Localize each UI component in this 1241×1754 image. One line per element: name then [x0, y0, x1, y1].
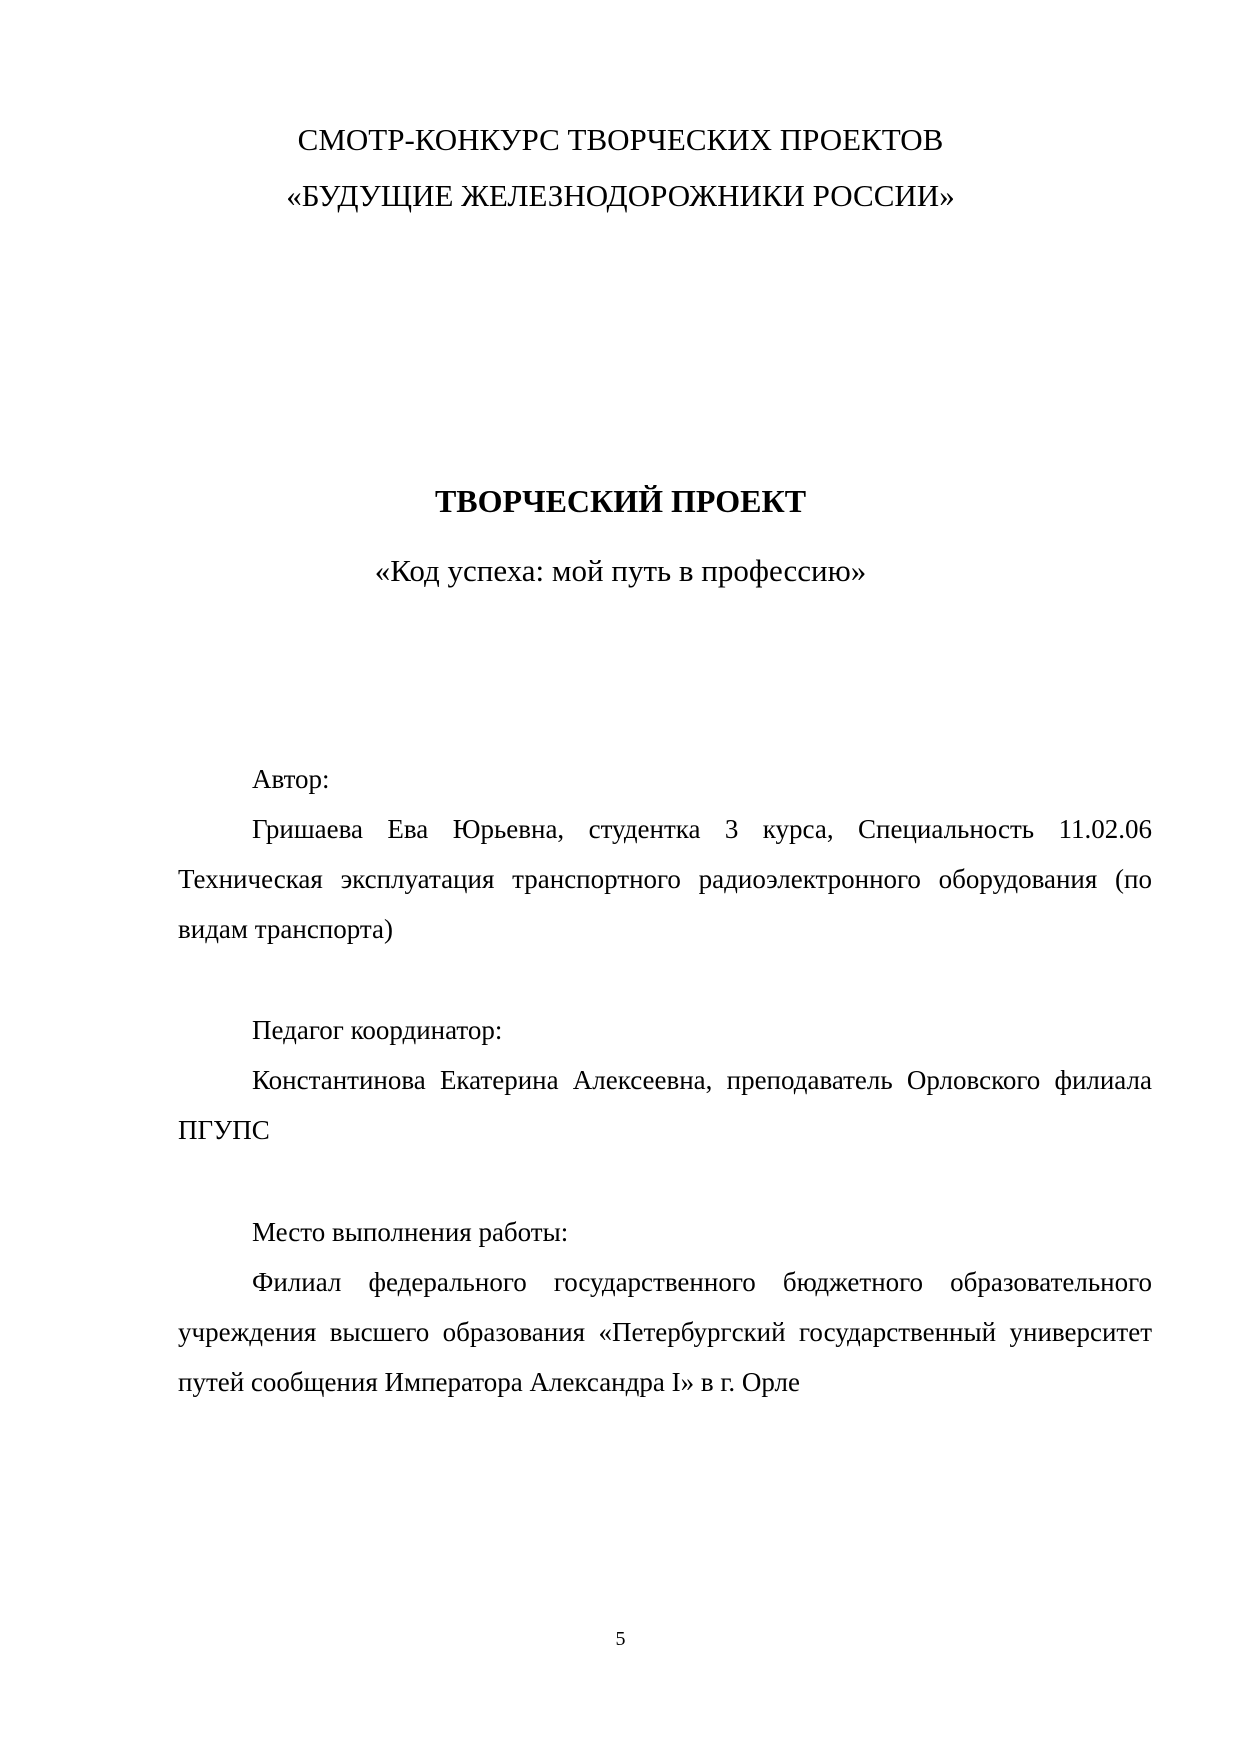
workplace-details: Филиал федерального государственного бюджетного образовательного учреждения высшего образования «Петербургский государственный университет путей сообщения Императора Александра I» в г. Орле [178, 1267, 1152, 1397]
coordinator-label: Педагог координатор: [252, 1015, 503, 1045]
coordinator-details: Константинова Екатерина Алексеевна, преподаватель Орловского филиала ПГУПС [178, 1065, 1152, 1145]
coordinator-section [178, 1005, 1152, 1155]
author-section [178, 754, 1152, 954]
workplace-label: Место выполнения работы: [252, 1217, 569, 1247]
page-number: 5 [615, 1628, 626, 1650]
project-type-heading: ТВОРЧЕСКИЙ ПРОЕКТ [434, 483, 807, 519]
contest-header [0, 112, 1241, 224]
author-label: Автор: [252, 764, 330, 794]
author-details: Гришаева Ева Юрьевна, студентка 3 курса, Специальность 11.02.06 Техническая эксплуатация транспортного радиоэлектронного оборудования (по видам транспорта) [178, 814, 1152, 944]
contest-title-line-2: «БУДУЩИЕ ЖЕЛЕЗНОДОРОЖНИКИ РОССИИ» [286, 178, 955, 213]
project-name: «Код успеха: мой путь в профессию» [374, 553, 867, 588]
contest-title-line-1: СМОТР-КОНКУРС ТВОРЧЕСКИХ ПРОЕКТОВ [297, 122, 944, 157]
workplace-section [178, 1207, 1152, 1407]
